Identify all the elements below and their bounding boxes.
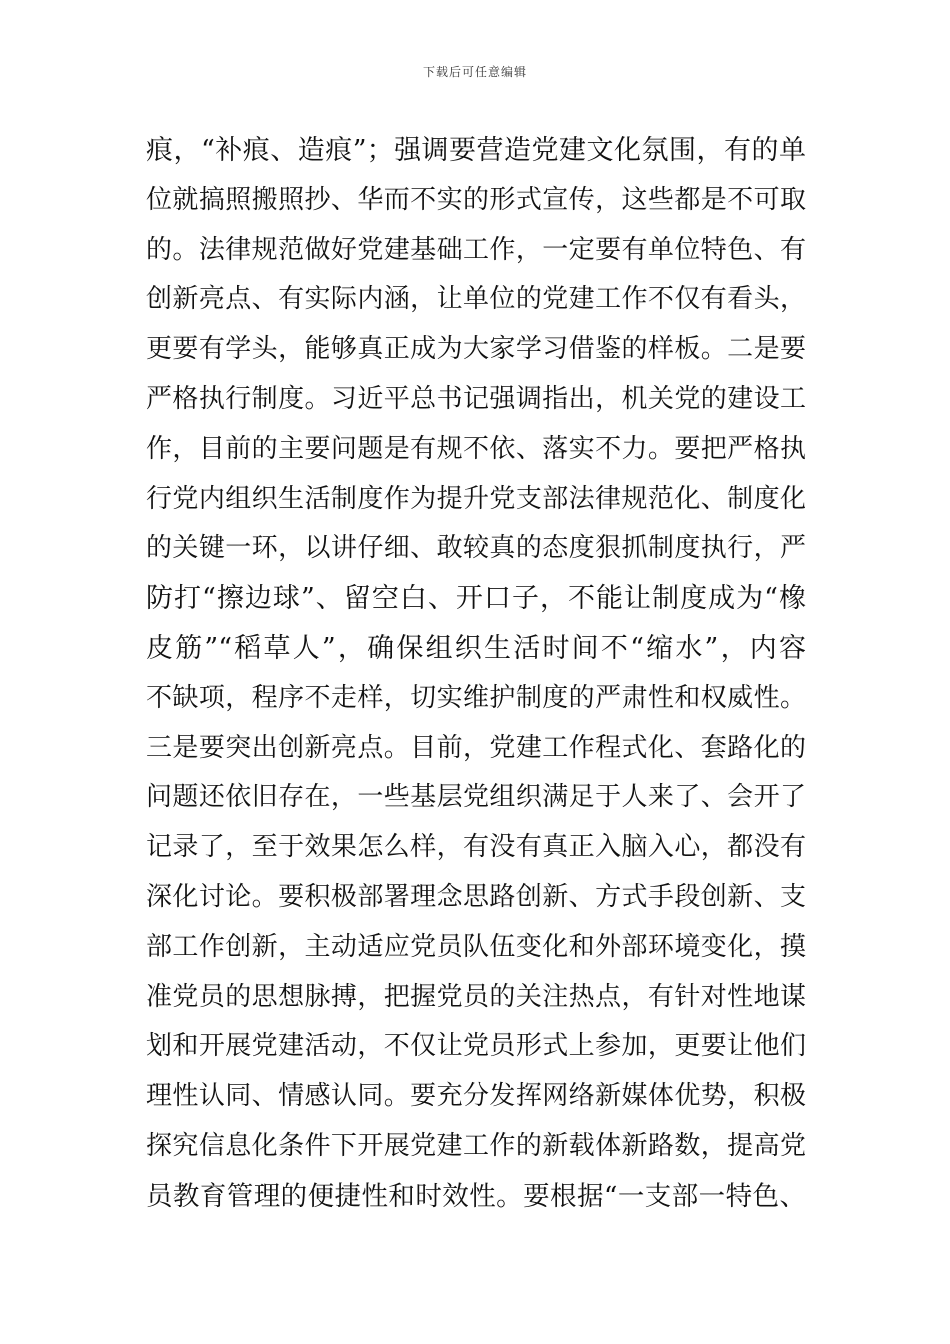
text-line: 员教育管理的便捷性和时效性。要根据“一支部一特色、: [146, 1180, 806, 1212]
text-line: 痕，“补痕、造痕”；强调要营造党建文化氛围，有的单: [146, 135, 806, 166]
text-line: 更要有学头，能够真正成为大家学习借鉴的样板。二是要: [146, 334, 806, 365]
body-text: [146, 126, 806, 1222]
text-line: 行党内组织生活制度作为提升党支部法律规范化、制度化: [146, 483, 806, 514]
text-line: 的。法律规范做好党建基础工作，一定要有单位特色、有: [146, 234, 806, 265]
text-line: 记录了，至于效果怎么样，有没有真正入脑入心，都没有: [146, 832, 806, 863]
text-line: 准党员的思想脉搏，把握党员的关注热点，有针对性地谋: [146, 981, 806, 1012]
text-line: 严格执行制度。习近平总书记强调指出，机关党的建设工: [146, 383, 806, 414]
text-line: 三是要突出创新亮点。目前，党建工作程式化、套路化的: [146, 732, 806, 763]
text-line: 的关键一环，以讲仔细、敢较真的态度狠抓制度执行，严: [146, 533, 806, 564]
text-line: 深化讨论。要积极部署理念思路创新、方式手段创新、支: [146, 881, 806, 912]
text-line: 划和开展党建活动，不仅让党员形式上参加，更要让他们: [146, 1031, 806, 1062]
text-line: 部工作创新，主动适应党员队伍变化和外部环境变化，摸: [146, 931, 806, 962]
text-line: 理性认同、情感认同。要充分发挥网络新媒体优势，积极: [146, 1081, 806, 1112]
text-line: 创新亮点、有实际内涵，让单位的党建工作不仅有看头，: [146, 284, 806, 315]
text-line: 防打“擦边球”、留空白、开口子，不能让制度成为“橡: [146, 583, 806, 615]
page-header: 下载后可任意编辑: [422, 65, 527, 79]
text-line: 不缺项，程序不走样，切实维护制度的严肃性和权威性。: [146, 682, 806, 713]
text-line: 皮筋”“稻草人”，确保组织生活时间不“缩水”，内容: [146, 632, 806, 664]
text-line: 作，目前的主要问题是有规不依、落实不力。要把严格执: [146, 433, 806, 464]
text-line: 探究信息化条件下开展党建工作的新载体新路数，提高党: [146, 1130, 806, 1161]
text-line: 问题还依旧存在，一些基层党组织满足于人来了、会开了: [146, 782, 806, 813]
text-line: 位就搞照搬照抄、华而不实的形式宣传，这些都是不可取: [146, 184, 806, 215]
